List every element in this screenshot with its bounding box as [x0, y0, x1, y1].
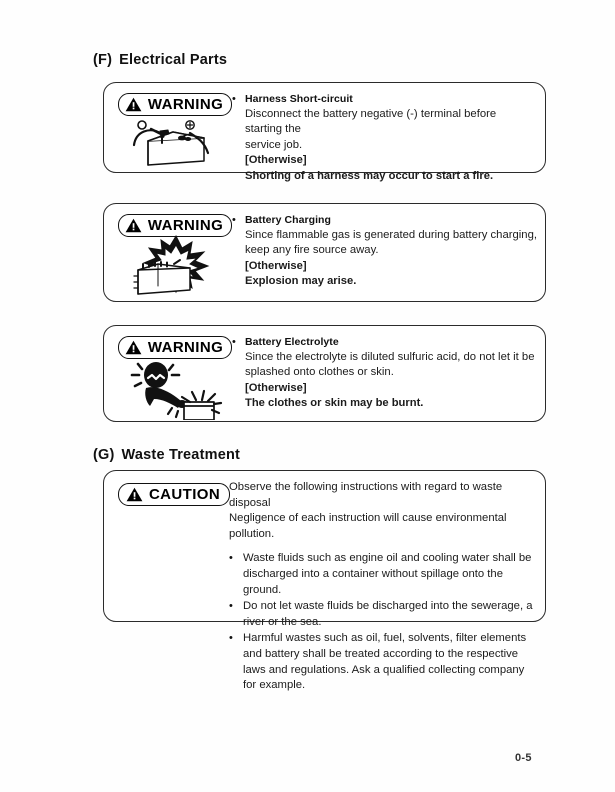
- caution-panel-waste-disposal: [103, 470, 546, 692]
- warning-text-block: [232, 213, 540, 290]
- bullet-dot-icon: •: [229, 632, 233, 645]
- bullet-dot-icon: •: [229, 600, 233, 613]
- battery-explosion-icon: [118, 234, 230, 298]
- section-letter: (F): [93, 52, 113, 68]
- warning-body-line-1: Since flammable gas is generated during battery charging,: [245, 229, 538, 241]
- caution-badge: [118, 483, 230, 506]
- warning-otherwise-label: [Otherwise]: [245, 381, 307, 394]
- warning-text-block: [232, 92, 532, 184]
- caution-text-block: [229, 480, 535, 695]
- bullet-row: [232, 213, 540, 290]
- warning-triangle-icon: [125, 340, 142, 355]
- bullet-row: [232, 335, 538, 412]
- section-heading-electrical-parts: [93, 52, 227, 68]
- warning-consequence: Explosion may arise.: [245, 275, 357, 288]
- warning-badge-label: WARNING: [147, 339, 224, 356]
- bullet-dot-icon: •: [232, 214, 236, 226]
- warning-triangle-icon: [125, 97, 142, 112]
- warning-otherwise-label: [Otherwise]: [245, 154, 307, 167]
- warning-body-line-1: Since the electrolyte is diluted sulfuric acid, do not let it be: [245, 351, 535, 363]
- warning-title: Battery Charging: [245, 214, 331, 226]
- section-heading-waste-treatment: [93, 447, 240, 463]
- warning-consequence: The clothes or skin may be burnt.: [245, 397, 424, 410]
- caution-intro-line-2: Negligence of each instruction will cause environmental pollution.: [229, 512, 507, 540]
- warning-badge-label: WARNING: [147, 96, 224, 113]
- warning-title: Harness Short-circuit: [245, 93, 353, 105]
- electrolyte-splash-person-icon: [120, 358, 232, 420]
- list-item: [229, 551, 535, 598]
- warning-badge: [118, 336, 232, 359]
- bullet-dot-icon: •: [229, 552, 233, 565]
- warning-title: Battery Electrolyte: [245, 336, 339, 348]
- list-item: [229, 599, 535, 630]
- warning-text-block: [232, 335, 538, 412]
- warning-triangle-icon: [125, 218, 142, 233]
- list-item: [229, 631, 535, 693]
- section-title: Waste Treatment: [121, 447, 241, 463]
- bullet-row: [232, 92, 532, 184]
- warning-triangle-icon: [126, 487, 143, 502]
- bullet-dot-icon: •: [232, 93, 236, 105]
- section-letter: (G): [93, 447, 115, 463]
- warning-body-line-2: keep any fire source away.: [245, 244, 379, 257]
- warning-consequence: Shorting of a harness may occur to start a fire.: [245, 169, 494, 182]
- battery-terminal-disconnect-icon: [116, 115, 228, 171]
- caution-intro-line-1: Observe the following instructions with regard to waste disposal: [229, 481, 503, 509]
- warning-body-line-2: splashed onto clothes or skin.: [245, 366, 394, 379]
- caution-badge-label: CAUTION: [148, 486, 221, 503]
- warning-body-line-1: Disconnect the battery negative (-) terminal before starting the: [245, 108, 497, 136]
- warning-otherwise-label: [Otherwise]: [245, 259, 307, 272]
- caution-instruction-list: [229, 551, 535, 693]
- warning-body-line-2: service job.: [245, 138, 303, 151]
- page-number: 0-5: [515, 752, 532, 764]
- warning-panel-battery-electrolyte: [103, 325, 546, 422]
- section-title: Electrical Parts: [119, 52, 228, 68]
- warning-panel-battery-charging: [103, 203, 546, 302]
- caution-item-text: Waste fluids such as engine oil and cooling water shall be discharged into a container without spillage onto the ground.: [243, 552, 532, 596]
- bullet-dot-icon: •: [232, 336, 236, 348]
- warning-badge: [118, 93, 232, 116]
- warning-badge-label: WARNING: [147, 217, 224, 234]
- warning-panel-harness-short-circuit: [103, 82, 546, 182]
- caution-item-text: Do not let waste fluids be discharged into the sewerage, a river or the sea.: [243, 600, 533, 628]
- caution-item-text: Harmful wastes such as oil, fuel, solvents, filter elements and battery shall be treated according to the respective laws and regulations. Ask a qualified collecting company for example.: [243, 632, 527, 692]
